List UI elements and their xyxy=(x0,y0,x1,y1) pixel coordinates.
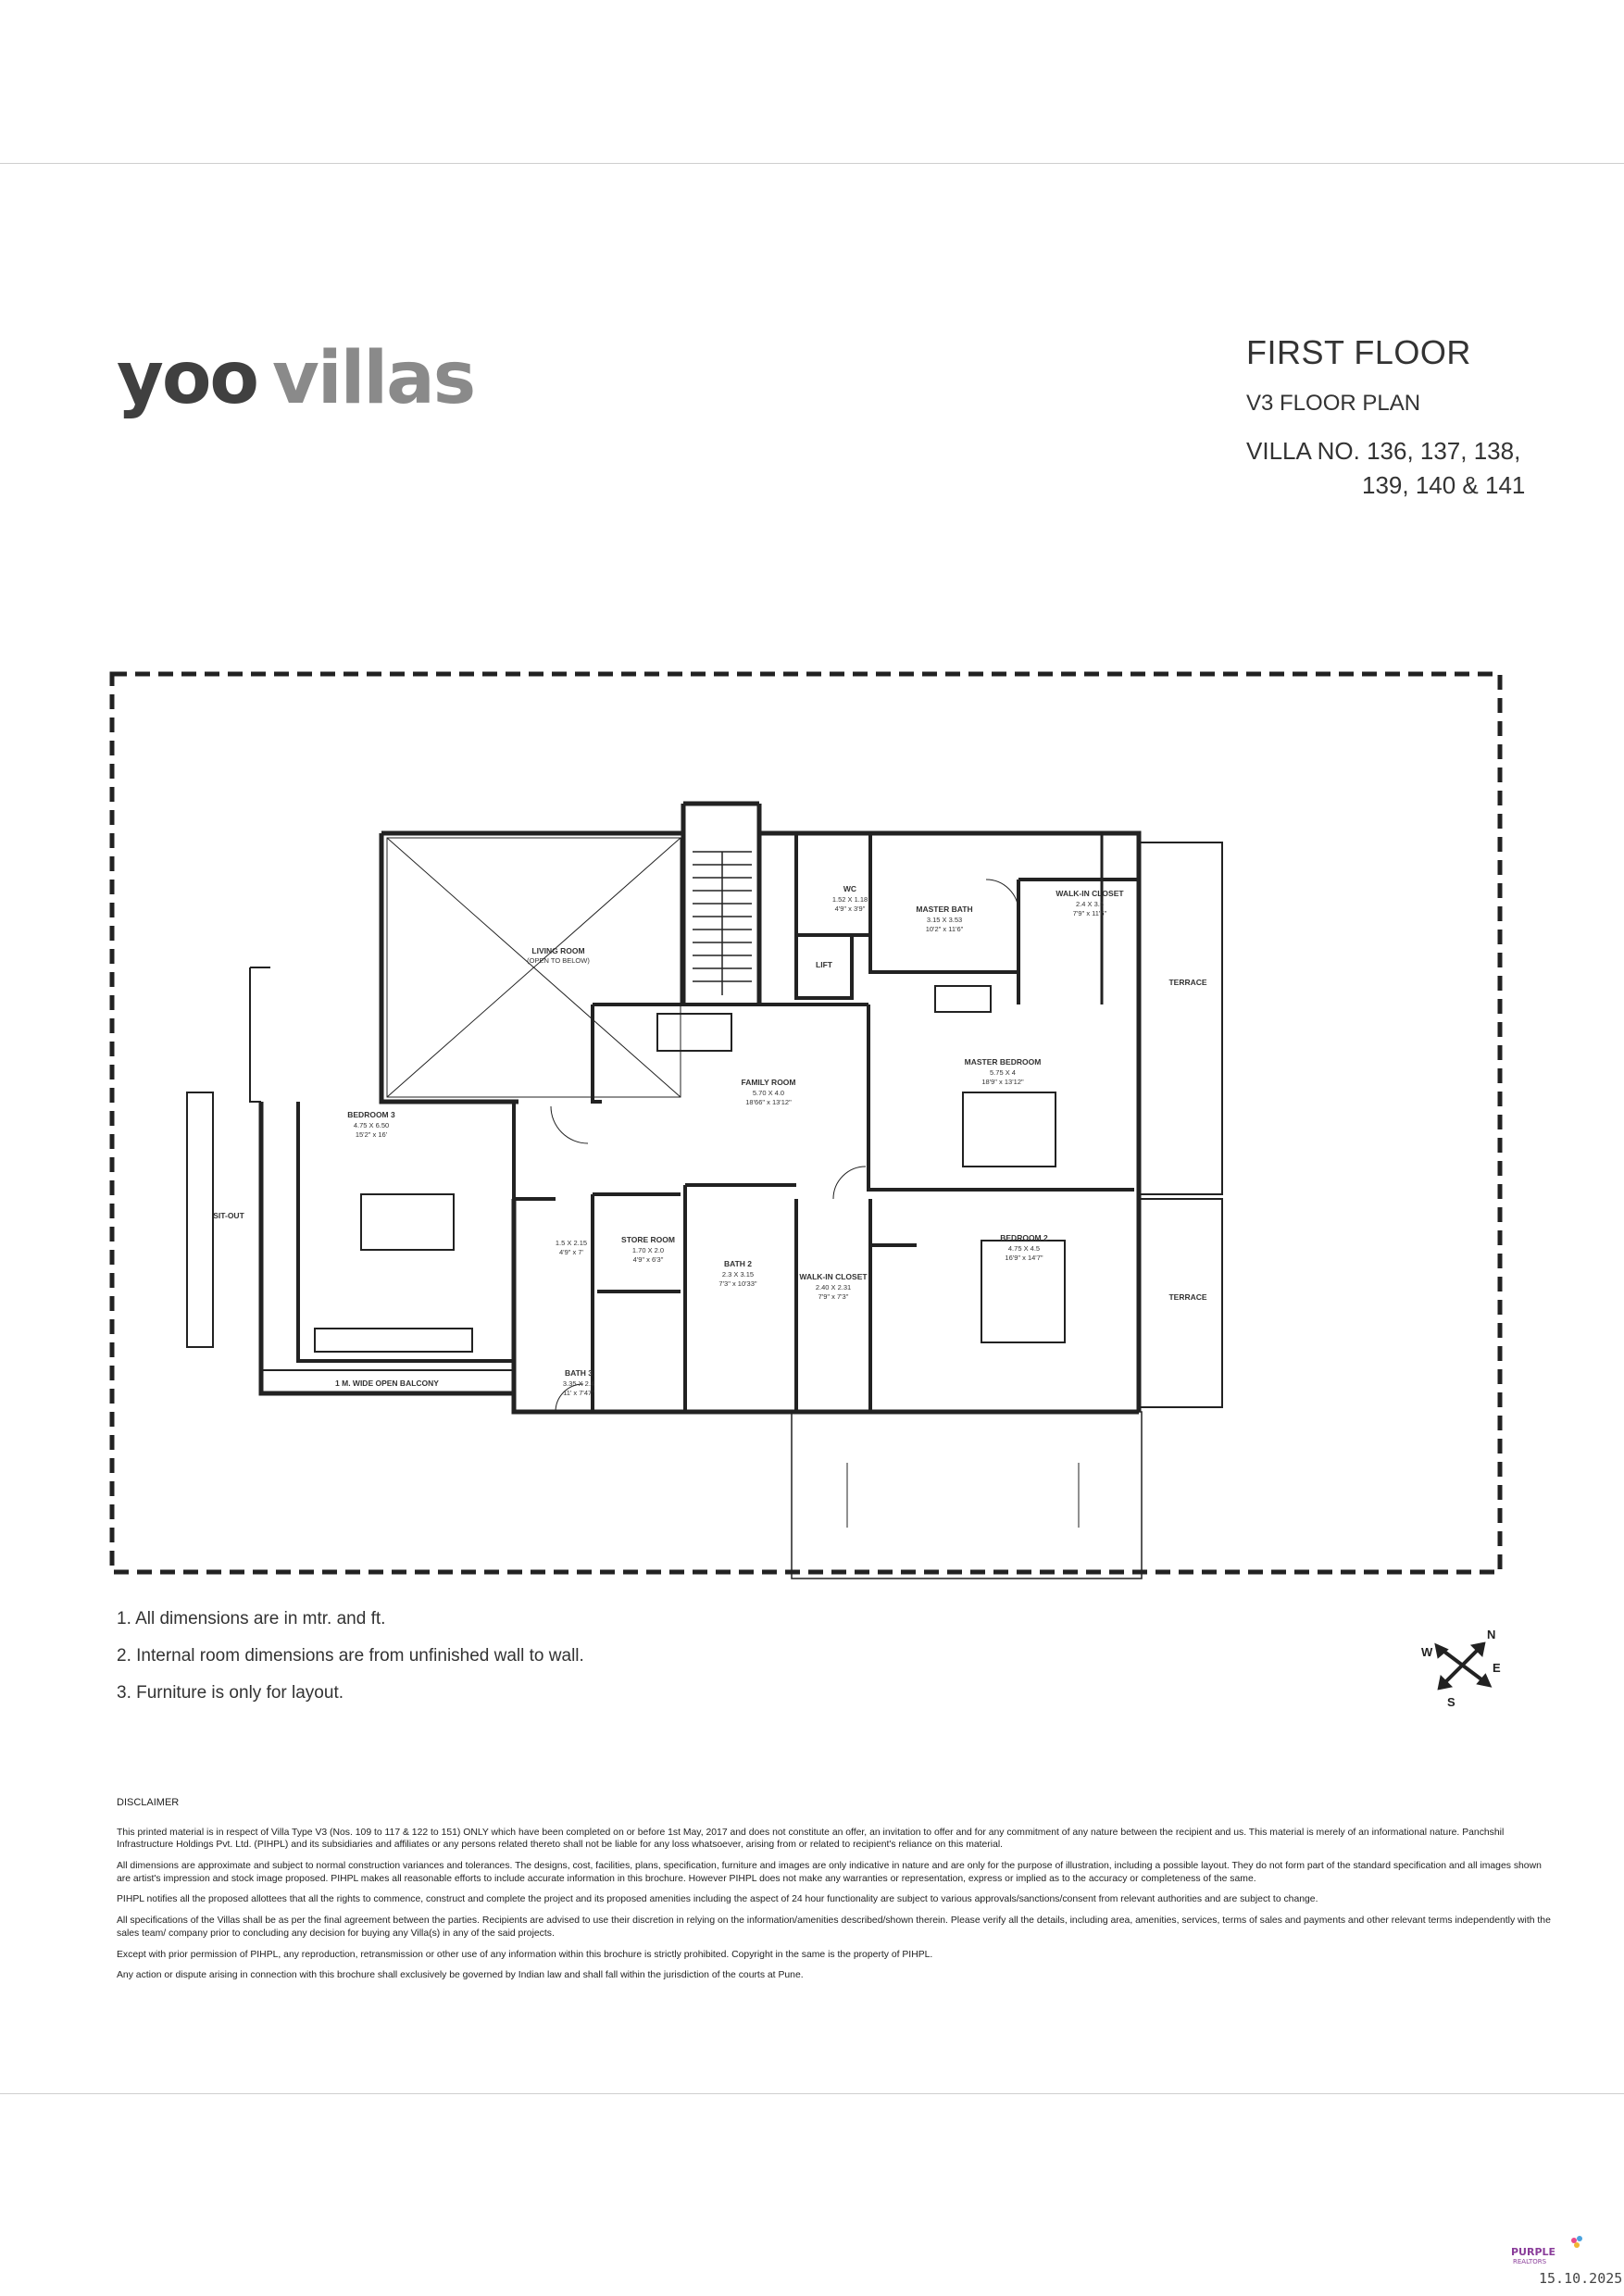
living-void xyxy=(387,838,681,1097)
bedroom3-inner-walls xyxy=(298,1102,514,1361)
wc-walls xyxy=(796,833,870,935)
store-room-ft: 4'9" x 6'3" xyxy=(632,1255,664,1264)
plan-title: V3 FLOOR PLAN xyxy=(1246,391,1421,416)
wc-label: WC xyxy=(843,884,857,893)
disclaimer-paragraph: All specifications of the Villas shall be as per the final agreement between the parties. Recipients are advised to use their discretion in relying on the information/amenities described/shown therein. Please verify all the details, including area, amenities, services, terms of sales and payments and other relevant terms independently with the sales team/ company prior to concluding any decision for buying any Villa(s) in any of the said projects. xyxy=(117,1915,1551,1939)
bedroom2-label: BEDROOM 2 xyxy=(1000,1233,1048,1242)
bath2-label: BATH 2 xyxy=(723,1259,753,1268)
sit-out xyxy=(187,1092,213,1347)
plot-boundary xyxy=(112,674,1500,1572)
balcony-label: 1 M. WIDE OPEN BALCONY xyxy=(335,1379,439,1388)
walkin2-walls xyxy=(796,1199,917,1412)
family-room-ft: 18'66" x 13'12" xyxy=(745,1098,792,1106)
bedroom3-label: BEDROOM 3 xyxy=(347,1110,395,1119)
terrace-1 xyxy=(1139,842,1222,1194)
date-stamp: 15.10.2025 xyxy=(1539,2270,1623,2287)
note-item: 2. Internal room dimensions are from unfinished wall to wall. xyxy=(117,1646,584,1666)
walkin-closet-1-dims: 2.4 X 3.5 xyxy=(1075,900,1105,908)
bath3-ft: 11' x 7'47" xyxy=(563,1389,594,1397)
living-room-label: LIVING ROOM xyxy=(531,946,585,955)
disclaimer-paragraph: Any action or dispute arising in connection with this brochure shall exclusively be governed by Indian law and shall fall within the jurisdiction of the courts at Pune. xyxy=(117,1970,804,1981)
bath3-dims: 3.35 X 2.4 xyxy=(562,1379,595,1388)
disclaimer-paragraph: All dimensions are approximate and subject to normal construction variances and tolerances. The designs, cost, facilities, plans, specification, furniture and images are only indicative in nature and are only for the purpose of illustration, including a possible layout. They do not form part of the standard specification and all images shown are artist's impression and stock image proposed. PIHPL makes all reasonable efforts to include accurate information in this brochure. However PIHPL does not make any warranties or representation, express or implied as to the accuracy or completeness of the same. xyxy=(117,1860,1542,1884)
small-room-dims: 1.5 X 2.15 xyxy=(555,1239,588,1247)
compass-north: N xyxy=(1487,1628,1496,1641)
floor-title: FIRST FLOOR xyxy=(1246,333,1471,371)
store-room-label: STORE ROOM xyxy=(621,1235,675,1244)
villa-numbers-line2: 139, 140 & 141 xyxy=(1362,471,1526,499)
south-wall xyxy=(514,1199,1139,1412)
brand-logo-part1: yoo xyxy=(117,337,258,420)
disclaimer-paragraph: Except with prior permission of PIHPL, any reproduction, retransmission or other use of any information within this brochure is strictly prohibited. Copyright in the same is the property of PIHPL. xyxy=(117,1949,933,1960)
small-room-walls xyxy=(514,1194,593,1222)
sit-out-label: SIT-OUT xyxy=(213,1211,244,1220)
walkin-closet-2-ft: 7'9" x 7'3" xyxy=(818,1292,849,1301)
notes-list xyxy=(117,1609,584,1720)
store-room-dims: 1.70 X 2.0 xyxy=(631,1246,665,1254)
door-swing xyxy=(833,1167,866,1199)
bedroom2-ft: 16'9" x 14'7" xyxy=(1005,1254,1043,1262)
store-walls xyxy=(593,1194,681,1412)
disclaimer-paragraph: PIHPL notifies all the proposed allottees that all the rights to commence, construct and complete the project and its proposed amenities including the aspect of 24 hour functionality are subject to various approvals/sanctions/consent from relevant authorities and are subject to change. xyxy=(117,1894,1318,1905)
realtors-logo xyxy=(1509,2233,1587,2270)
family-room-dims: 5.70 X 4.0 xyxy=(752,1089,785,1097)
compass-icon xyxy=(1417,1618,1509,1711)
master-bed-furniture xyxy=(963,1092,1056,1167)
bedroom3-console xyxy=(315,1329,472,1352)
disclaimer xyxy=(117,1796,1552,1990)
terrace-2-label: TERRACE xyxy=(1168,1292,1207,1302)
bedroom3-dims: 4.75 X 6.50 xyxy=(353,1121,390,1129)
master-bath-dims: 3.15 X 3.53 xyxy=(926,916,963,924)
master-bath-walls xyxy=(870,833,1139,1004)
bath2-walls xyxy=(685,1185,796,1412)
master-bedroom-ft: 18'9" x 13'12" xyxy=(981,1078,1024,1086)
sofa xyxy=(657,1014,731,1051)
note-item: 1. All dimensions are in mtr. and ft. xyxy=(117,1609,386,1628)
door-swing xyxy=(986,880,1018,912)
terrace-2 xyxy=(1139,1199,1222,1407)
master-bath-label: MASTER BATH xyxy=(916,905,973,914)
living-walls xyxy=(381,833,518,1102)
master-bedroom-label: MASTER BEDROOM xyxy=(964,1057,1042,1067)
door-swing xyxy=(551,1106,588,1143)
terrace-1-label: TERRACE xyxy=(1168,978,1207,987)
wc-ft: 4'9" x 3'9" xyxy=(834,905,866,913)
lift-label: LIFT xyxy=(816,960,832,969)
master-bath-ft: 10'2" x 11'6" xyxy=(925,925,964,933)
compass-west: W xyxy=(1421,1645,1433,1659)
master-bed-walls xyxy=(868,1004,1134,1190)
disclaimer-paragraph: This printed material is in respect of Villa Type V3 (Nos. 109 to 117 & 122 to 151) ONLY which have been completed on or before 1st May, 2017 and does not constitute an offer, an invitation to offer and for any commitment of any nature between the recipient and us. This material is merely of an informational nature. Panchshil Infrastructure Holdings Pvt. Ltd. (PIHPL) and its subsidiaries and affiliates or any persons related thereto shall not be liable for any loss whatsoever, arising from or related to recipient's reliance on this material. xyxy=(117,1827,1505,1851)
walkin-closet-2-label: WALK-IN CLOSET xyxy=(799,1272,868,1281)
bedroom3-furniture xyxy=(361,1194,454,1250)
bath3-label: BATH 3 xyxy=(564,1368,593,1378)
wc-dims: 1.52 X 1.18 xyxy=(831,895,868,904)
master-bedroom-dims: 5.75 X 4 xyxy=(990,1068,1016,1077)
family-room-label: FAMILY ROOM xyxy=(741,1078,796,1087)
small-room-ft: 4'9" x 7' xyxy=(559,1248,583,1256)
realtors-logo-text: PURPLE xyxy=(1511,2246,1556,2258)
note-item: 3. Furniture is only for layout. xyxy=(117,1683,344,1703)
compass-east: E xyxy=(1493,1661,1501,1675)
villa-numbers-line1: VILLA NO. 136, 137, 138, xyxy=(1246,437,1521,465)
bedroom3-ft: 15'2" x 16' xyxy=(355,1130,388,1139)
bathtub xyxy=(935,986,991,1012)
south-projection xyxy=(792,1412,1142,1578)
svg-text:REALTORS: REALTORS xyxy=(1513,2258,1547,2265)
bath2-dims: 2.3 X 3.15 xyxy=(721,1270,755,1279)
bedroom2-dims: 4.75 X 4.5 xyxy=(1007,1244,1041,1253)
west-terrace xyxy=(250,967,270,1102)
staircase xyxy=(693,852,752,995)
walkin-closet-1-ft: 7'9" x 11'6" xyxy=(1072,909,1107,917)
bath2-ft: 7'3" x 10'33" xyxy=(718,1279,757,1288)
brand-logo-part2: villas xyxy=(272,337,475,420)
disclaimer-heading: DISCLAIMER xyxy=(117,1797,180,1808)
living-room-sub: (OPEN TO BELOW) xyxy=(527,956,590,965)
walkin-closet-2-dims: 2.40 X 2.31 xyxy=(815,1283,852,1292)
compass-south: S xyxy=(1447,1695,1455,1709)
walkin-closet-1-label: WALK-IN CLOSET xyxy=(1056,889,1124,898)
